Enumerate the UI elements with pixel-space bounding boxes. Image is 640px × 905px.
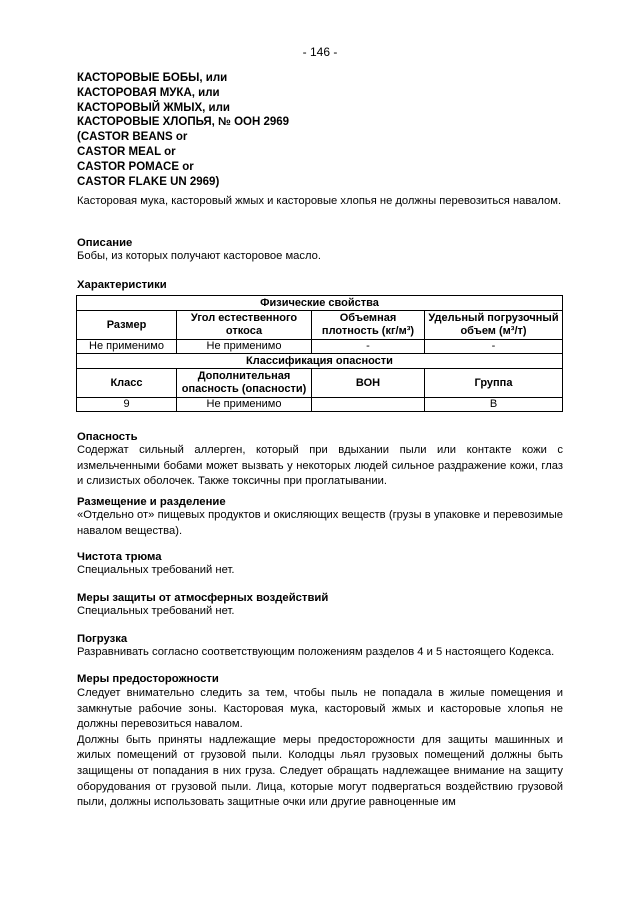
page-number: - 146 - [302, 45, 338, 59]
title-line: CASTOR MEAL or [77, 145, 176, 158]
cell-subsidiary-risk: Не применимо [177, 398, 312, 412]
weather-text: Специальных требований нет. [77, 605, 235, 617]
title-line: КАСТОРОВЫЕ ХЛОПЬЯ, № ООН 2969 [77, 116, 290, 129]
cell-angle-of-repose: Не применимо [177, 340, 312, 354]
header-subsidiary-risk: Дополнительная опасность (опасности) [177, 369, 312, 398]
title-line: CASTOR POMACE or [77, 160, 194, 173]
precautions-paragraph-2: Должны быть приняты надлежащие меры предосторожности для защиты машинных и жилых помещений от грузовой пыли. Колодцы льял грузовых помещений должны быть защищены от попадания в них груза. Следует обращать надлежащее внимание на защиту оборудования от грузовой пыли. Лица, которые могут подвергаться воздействию грузовой пыли, должны использовать защитные очки или другие равноценные им [77, 733, 563, 809]
title-line: CASTOR FLAKE UN 2969) [77, 175, 220, 188]
cell-stowage-factor: - [425, 340, 563, 354]
characteristics-heading: Характеристики [77, 279, 167, 291]
header-class: Класс [77, 369, 177, 398]
header-angle-of-repose: Угол естественного откоса [177, 311, 312, 340]
header-bulk-density: Объемная плотность (кг/м³) [312, 311, 425, 340]
stowage-heading: Размещение и разделение [77, 496, 226, 508]
hazard-classification-title: Классификация опасности [77, 354, 563, 369]
loading-text: Разравнивать согласно соответствующим положениям разделов 4 и 5 настоящего Кодекса. [77, 646, 555, 658]
hold-cleanliness-heading: Чистота трюма [77, 551, 162, 563]
precautions-heading: Меры предосторожности [77, 673, 219, 685]
cell-class: 9 [77, 398, 177, 412]
header-mhb: ВОН [312, 369, 425, 398]
hazard-text: Содержат сильный аллерген, который при вдыхании пыли или контакте кожи с измельченными бобами может вызвать у некоторых людей сильное раздражение кожи, глаз и слизистых оболочек. Также токсичны при проглатывании. [77, 444, 563, 488]
header-group: Группа [425, 369, 563, 398]
stowage-text: «Отдельно от» пищевых продуктов и окисляющих веществ (грузы в упаковке и перевозимые навалом вещества). [77, 509, 563, 537]
title-line: КАСТОРОВЫЙ ЖМЫХ, или [77, 101, 230, 114]
header-size: Размер [77, 311, 177, 340]
precautions-paragraph-1: Следует внимательно следить за тем, чтобы пыль не попадала в жилые помещения и замкнутые рабочие зоны. Касторовая мука, касторовый жмых и касторовые хлопья не должны перевозиться навалом. [77, 687, 563, 731]
document-title [77, 71, 289, 189]
hold-cleanliness-text: Специальных требований нет. [77, 564, 235, 576]
cell-size: Не применимо [77, 340, 177, 354]
description-heading: Описание [77, 237, 133, 249]
hazard-heading: Опасность [77, 431, 138, 443]
cell-group: В [425, 398, 563, 412]
description-text: Бобы, из которых получают касторовое масло. [77, 250, 321, 262]
cell-mhb [312, 398, 425, 412]
characteristics-table [76, 295, 563, 412]
title-line: КАСТОРОВАЯ МУКА, или [77, 86, 220, 99]
title-line: (CASTOR BEANS or [77, 131, 188, 144]
loading-heading: Погрузка [77, 633, 128, 645]
physical-properties-title: Физические свойства [77, 296, 563, 311]
precautions-text [77, 686, 563, 811]
header-stowage-factor: Удельный погрузочный объем (м³/т) [425, 311, 563, 340]
title-line: КАСТОРОВЫЕ БОБЫ, или [77, 72, 228, 84]
weather-heading: Меры защиты от атмосферных воздействий [77, 592, 329, 604]
cell-bulk-density: - [312, 340, 425, 354]
intro-paragraph: Касторовая мука, касторовый жмых и касторовые хлопья не должны перевозиться навалом. [77, 195, 562, 207]
